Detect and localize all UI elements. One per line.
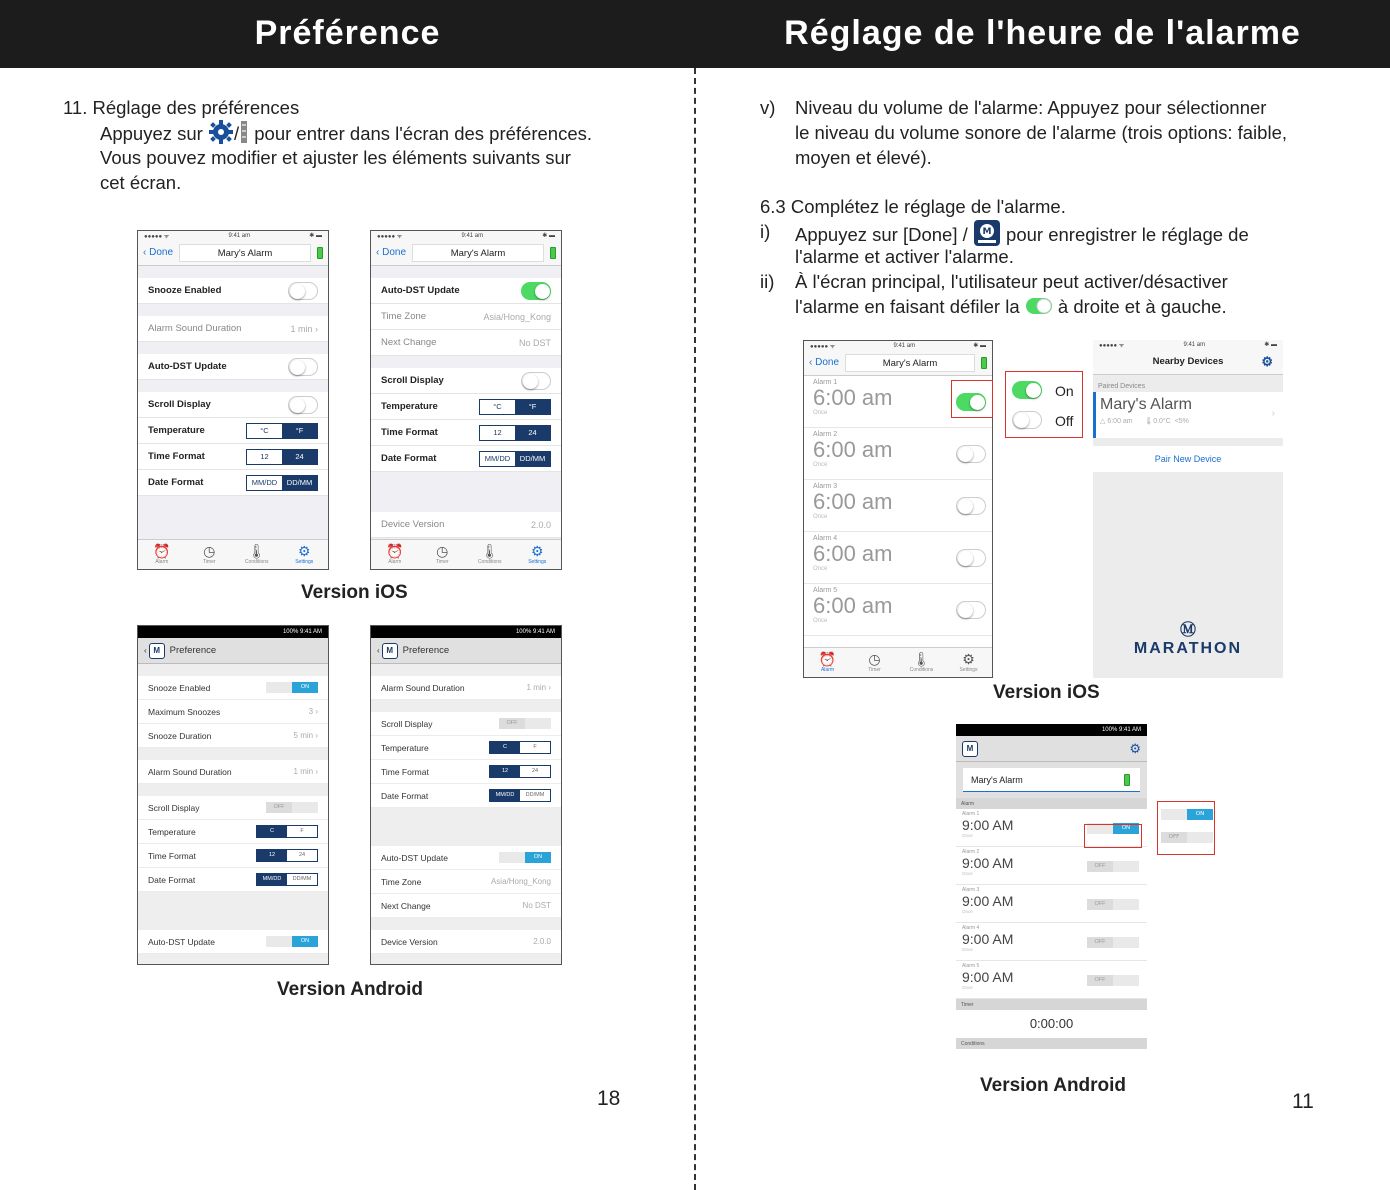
alarm-item: Alarm 4 6:00 am Once bbox=[804, 532, 992, 584]
time-format-row: Time Format 12 24 bbox=[138, 444, 328, 470]
alarm-switch[interactable]: OFF bbox=[1087, 975, 1139, 986]
maximum-snoozes-row[interactable]: Maximum Snoozes 3 › bbox=[138, 700, 328, 724]
alarm-item: Alarm 5 9:00 AM Once OFF bbox=[956, 961, 1147, 999]
tab-timer[interactable]: ◷ Timer bbox=[186, 540, 234, 569]
ios-preference-screen-2: ●●●●● ᯤ 9:41 am ✱ ▬ ‹ Done Mary's Alarm Auto-DST Update Time Zone Asia/Hong_Kong Next Change No DST Scroll Display Temperature °C °F Time Format 12 24 Date Format MM/DD DD/MM Device Version 2.0.0 ⏰ Alarm ◷ Timer 🌡 Conditions ⚙ Settings bbox=[370, 230, 562, 570]
snooze-enabled-row: Snooze Enabled ON bbox=[138, 676, 328, 700]
battery-icon bbox=[1124, 774, 1130, 786]
tab-settings[interactable]: ⚙ Settings bbox=[514, 540, 562, 569]
gear-icon: ⚙ bbox=[962, 651, 975, 667]
time-format-selector[interactable]: 12 24 bbox=[479, 425, 551, 441]
scroll-display-row: Scroll Display OFF bbox=[138, 796, 328, 820]
timer-icon: ◷ bbox=[203, 543, 216, 559]
label-v: v) bbox=[760, 97, 776, 118]
date-format-selector[interactable]: MM/DD DD/MM bbox=[489, 789, 551, 802]
auto-dst-toggle[interactable] bbox=[288, 358, 318, 376]
caption-ios-left: Version iOS bbox=[301, 582, 408, 603]
toggle-instruction-line-2: l'alarme en faisant défiler la à droite et à gauche. bbox=[795, 294, 1227, 321]
tab-alarm[interactable]: ⏰ Alarm bbox=[804, 648, 851, 677]
scroll-display-toggle[interactable] bbox=[521, 372, 551, 390]
scroll-display-row: Scroll Display OFF bbox=[371, 712, 561, 736]
gear-icon[interactable]: ⚙ bbox=[1129, 740, 1141, 756]
alarm-switch[interactable]: ON bbox=[1087, 823, 1139, 834]
ios-preference-screen-1: ●●●●● ᯤ 9:41 am ✱ ▬ ‹ Done Mary's Alarm Snooze Enabled Alarm Sound Duration 1 min › Auto-DST Update Scroll Display Temperature °C °F Time Format 12 24 Date Format MM/DD DD/MM ⏰ Alarm ◷ Timer 🌡 Conditions ⚙ Settings bbox=[137, 230, 329, 570]
date-format-row: Date Format MM/DD DD/MM bbox=[371, 446, 561, 472]
done-button[interactable]: ‹ Done bbox=[376, 247, 407, 258]
snooze-toggle[interactable] bbox=[288, 282, 318, 300]
brand-logo: Ⓜ MARATHON bbox=[1093, 617, 1283, 658]
alarm-toggle[interactable] bbox=[956, 549, 986, 567]
section-6-3: 6.3 Complétez le réglage de l'alarme. bbox=[760, 196, 1066, 217]
tab-settings[interactable]: ⚙ Settings bbox=[281, 540, 329, 569]
tab-alarm[interactable]: ⏰ Alarm bbox=[138, 540, 186, 569]
instruction-line-1: Appuyez sur / pour entrer dans l'écran des préférences. bbox=[100, 120, 592, 150]
gear-icon: ⚙ bbox=[530, 543, 544, 559]
volume-line-1: Niveau du volume de l'alarme: Appuyez pour sélectionner bbox=[795, 97, 1267, 118]
instruction-line-2: Vous pouvez modifier et ajuster les éléments suivants sur bbox=[100, 147, 571, 168]
highlight-box bbox=[951, 380, 993, 418]
label-i: i) bbox=[760, 221, 771, 242]
next-change-row: Next Change No DST bbox=[371, 330, 561, 356]
done-instruction-line-1: Appuyez sur [Done] / M pour enregistrer le réglage de bbox=[795, 219, 1249, 253]
date-format-selector[interactable]: MM/DD DD/MM bbox=[479, 451, 551, 467]
right-page-title: Réglage de l'heure de l'alarme bbox=[784, 14, 1301, 52]
time-zone-row: Time Zone Asia/Hong_Kong bbox=[371, 870, 561, 894]
date-format-row: Date Format MM/DD DD/MM bbox=[138, 470, 328, 496]
time-format-selector[interactable]: 12 24 bbox=[246, 449, 318, 465]
toggle-legend: On Off bbox=[1005, 371, 1083, 438]
alarm-sound-duration-row[interactable]: Alarm Sound Duration 1 min › bbox=[371, 676, 561, 700]
temperature-selector[interactable]: °C °F bbox=[479, 399, 551, 415]
time-zone-row: Time Zone Asia/Hong_Kong bbox=[371, 304, 561, 330]
device-version-row: Device Version 2.0.0 bbox=[371, 930, 561, 954]
time-format-selector[interactable]: 12 24 bbox=[256, 849, 318, 862]
nav-bar: Nearby Devices ⚙ bbox=[1093, 349, 1283, 375]
tab-alarm[interactable]: ⏰ Alarm bbox=[371, 540, 419, 569]
battery-icon bbox=[550, 247, 556, 259]
done-instruction-line-2: l'alarme et activer l'alarme. bbox=[795, 246, 1014, 267]
temperature-selector[interactable]: °C °F bbox=[246, 423, 318, 439]
snooze-switch[interactable]: ON bbox=[266, 682, 318, 693]
switch-on-sample: ON bbox=[1161, 809, 1213, 820]
svg-text:M: M bbox=[982, 227, 992, 237]
page-number-left: 18 bbox=[597, 1087, 621, 1110]
battery-icon bbox=[317, 247, 323, 259]
auto-dst-row: Auto-DST Update ON bbox=[371, 846, 561, 870]
volume-line-2: le niveau du volume sonore de l'alarme (trois options: faible, bbox=[795, 122, 1287, 143]
tab-settings[interactable]: ⚙ Settings bbox=[945, 648, 992, 677]
alarm-switch[interactable]: OFF bbox=[1087, 937, 1139, 948]
alarm-clock-icon: ⏰ bbox=[386, 543, 404, 559]
date-format-row: Date Format MM/DD DD/MM bbox=[138, 868, 328, 892]
snooze-enabled-row: Snooze Enabled bbox=[138, 278, 328, 304]
android-alarm-list-screen: 100% 9:41 AM M ⚙ Mary's Alarm Alarm Alarm 1 9:00 AM Once ON Alarm 2 9:00 AM Once OFF Alarm 3 9:00 AM Once OFF Alarm 4 9:00 AM Once OFF Alarm 5 9:00 AM Once OFF Timer 0:00:00 Conditions bbox=[956, 724, 1147, 1060]
timer-icon: ◷ bbox=[868, 651, 881, 667]
tab-bar bbox=[371, 539, 561, 569]
alarm-item: Alarm 3 9:00 AM Once OFF bbox=[956, 885, 1147, 923]
alarm-item: Alarm 4 9:00 AM Once OFF bbox=[956, 923, 1147, 961]
alarm-sound-duration-row[interactable]: Alarm Sound Duration 1 min › bbox=[138, 316, 328, 342]
back-arrow-icon[interactable]: ‹ bbox=[377, 646, 380, 655]
alarm-item: Alarm 3 6:00 am Once bbox=[804, 480, 992, 532]
switch-off-sample: OFF bbox=[1161, 832, 1213, 843]
volume-line-3: moyen et élevé). bbox=[795, 147, 932, 168]
marathon-logo-icon: M bbox=[962, 741, 978, 757]
battery-icon bbox=[981, 357, 987, 369]
alarm-clock-icon: ⏰ bbox=[153, 543, 171, 559]
tab-conditions[interactable]: 🌡 Conditions bbox=[466, 540, 514, 569]
chevron-right-icon: › bbox=[1271, 408, 1275, 419]
alarm-name-field[interactable]: Mary's Alarm bbox=[845, 354, 975, 372]
time-format-selector[interactable]: 12 24 bbox=[489, 765, 551, 778]
date-format-selector[interactable]: MM/DD DD/MM bbox=[256, 873, 318, 886]
instruction-line-3: cet écran. bbox=[100, 172, 182, 193]
time-format-row: Time Format 12 24 bbox=[371, 760, 561, 784]
alarm-name-field[interactable]: Mary's Alarm bbox=[179, 244, 311, 262]
temperature-row: Temperature C F bbox=[138, 820, 328, 844]
alarm-sound-duration-row[interactable]: Alarm Sound Duration 1 min › bbox=[138, 760, 328, 784]
auto-dst-switch[interactable]: ON bbox=[266, 936, 318, 947]
temperature-selector[interactable]: C F bbox=[489, 741, 551, 754]
toggle-on-sample bbox=[1012, 381, 1042, 399]
tab-bar bbox=[804, 647, 992, 677]
temperature-row: Temperature °C °F bbox=[371, 394, 561, 420]
temperature-row: Temperature °C °F bbox=[138, 418, 328, 444]
tab-conditions[interactable]: 🌡 Conditions bbox=[233, 540, 281, 569]
gear-icon[interactable]: ⚙ bbox=[1261, 354, 1273, 369]
done-button[interactable]: ‹ Done bbox=[143, 247, 174, 258]
alarm-name-field[interactable]: Mary's Alarm bbox=[412, 244, 544, 262]
alarm-toggle[interactable] bbox=[956, 497, 986, 515]
time-format-row: Time Format 12 24 bbox=[371, 420, 561, 446]
alarm-switch[interactable]: OFF bbox=[1087, 899, 1139, 910]
auto-dst-row: Auto-DST Update bbox=[138, 354, 328, 380]
page-divider bbox=[694, 68, 696, 1190]
pair-new-device-button[interactable]: Pair New Device bbox=[1093, 446, 1283, 472]
label-ii: ii) bbox=[760, 271, 775, 292]
auto-dst-toggle[interactable] bbox=[521, 282, 551, 300]
alarm-item: Alarm 2 9:00 AM Once OFF bbox=[956, 847, 1147, 885]
thermometer-icon: 🌡 bbox=[480, 543, 499, 559]
scroll-display-row: Scroll Display bbox=[138, 392, 328, 418]
alarm-item: Alarm 1 6:00 am Once bbox=[804, 376, 992, 428]
alarm-item: Alarm 5 6:00 am Once bbox=[804, 584, 992, 636]
switch-legend bbox=[1157, 801, 1215, 855]
auto-dst-row: Auto-DST Update ON bbox=[138, 930, 328, 954]
bell-icon: △ bbox=[1100, 418, 1106, 425]
ios-alarm-list-screen: ●●●●● ᯤ 9:41 am ✱ ▬ ‹ Done Mary's Alarm Alarm 1 6:00 am Once Alarm 2 6:00 am Once Alarm 3 6:00 am Once Alarm 4 6:00 am Once Alarm 5 6:00 am Once ⏰ Alarm ◷ Timer 🌡 Conditions ⚙ Settings bbox=[803, 340, 993, 678]
page-number-right: 11 bbox=[1292, 1090, 1314, 1113]
thermometer-icon: 🌡 bbox=[912, 651, 931, 667]
timer-display: 0:00:00 bbox=[1029, 1016, 1074, 1031]
caption-ios-right: Version iOS bbox=[993, 682, 1100, 703]
left-page-title: Préférence bbox=[254, 14, 441, 52]
temperature-selector[interactable]: C F bbox=[256, 825, 318, 838]
timer-icon: ◷ bbox=[436, 543, 449, 559]
toggle-instruction-line-1: À l'écran principal, l'utilisateur peut activer/désactiver bbox=[795, 271, 1228, 292]
temperature-row: Temperature C F bbox=[371, 736, 561, 760]
scroll-display-toggle[interactable] bbox=[288, 396, 318, 414]
auto-dst-row: Auto-DST Update bbox=[371, 278, 561, 304]
highlight-box bbox=[1084, 824, 1142, 848]
tab-timer[interactable]: ◷ Timer bbox=[419, 540, 467, 569]
marathon-logo-icon: M bbox=[382, 643, 398, 659]
scroll-display-switch[interactable]: OFF bbox=[266, 802, 318, 813]
time-format-row: Time Format 12 24 bbox=[138, 844, 328, 868]
alarm-item: Alarm 1 9:00 AM Once ON bbox=[956, 809, 1147, 847]
caption-android-right: Version Android bbox=[980, 1075, 1127, 1096]
tab-bar bbox=[138, 539, 328, 569]
auto-dst-switch[interactable]: ON bbox=[499, 852, 551, 863]
toggle-off-sample bbox=[1012, 411, 1042, 429]
done-button[interactable]: ‹ Done bbox=[809, 357, 840, 368]
marathon-logo-icon: M bbox=[149, 643, 165, 659]
date-format-row: Date Format MM/DD DD/MM bbox=[371, 784, 561, 808]
alarm-toggle[interactable] bbox=[956, 445, 986, 463]
back-arrow-icon[interactable]: ‹ bbox=[144, 646, 147, 655]
alarm-toggle[interactable] bbox=[956, 601, 986, 619]
alarm-name-field[interactable]: Mary's Alarm bbox=[963, 768, 1140, 792]
device-version-row: Device Version 2.0.0 bbox=[371, 512, 561, 538]
caption-android-left: Version Android bbox=[277, 979, 424, 1000]
gear-icon: ⚙ bbox=[297, 543, 311, 559]
android-preference-screen-2: 100% 9:41 AM ‹ M Preference Alarm Sound Duration 1 min › Scroll Display OFF Temperature C F Time Format 12 24 Date Format MM/DD DD/MM Auto-DST Update ON Time Zone Asia/Hong_Kong Next Change No DST Device Version 2.0.0 bbox=[370, 625, 562, 965]
alarm-switch[interactable]: OFF bbox=[1087, 861, 1139, 872]
snooze-duration-row[interactable]: Snooze Duration 5 min › bbox=[138, 724, 328, 748]
scroll-display-switch[interactable]: OFF bbox=[499, 718, 551, 729]
alarm-item: Alarm 2 6:00 am Once bbox=[804, 428, 992, 480]
toggle-icon bbox=[1025, 296, 1053, 321]
device-row[interactable]: Mary's Alarm △ 6:00 am 🌡0.0°C <5% › bbox=[1093, 392, 1283, 438]
tab-conditions[interactable]: 🌡 Conditions bbox=[898, 648, 945, 677]
alarm-clock-icon: ⏰ bbox=[818, 651, 837, 667]
header-bar bbox=[0, 0, 1390, 68]
next-change-row: Next Change No DST bbox=[371, 894, 561, 918]
thermometer-icon: 🌡 bbox=[247, 543, 266, 559]
step-heading: 11. Réglage des préférences bbox=[63, 97, 300, 118]
date-format-selector[interactable]: MM/DD DD/MM bbox=[246, 475, 318, 491]
thermometer-icon: 🌡 bbox=[1144, 418, 1154, 425]
scroll-display-row: Scroll Display bbox=[371, 368, 561, 394]
nearby-devices-screen: ●●●●● ᯤ 9:41 am ✱ ▬ Nearby Devices ⚙ Paired Devices Mary's Alarm △ 6:00 am 🌡0.0°C <5% › Pair New Device Ⓜ MARATHON bbox=[1093, 340, 1283, 678]
tab-timer[interactable]: ◷ Timer bbox=[851, 648, 898, 677]
android-preference-screen-1: 100% 9:41 AM ‹ M Preference Snooze Enabled ON Maximum Snoozes 3 › Snooze Duration 5 min › Alarm Sound Duration 1 min › Scroll Display OFF Temperature C F Time Format 12 24 Date Format MM/DD DD/MM Auto-DST Update ON bbox=[137, 625, 329, 965]
marathon-emblem-icon: Ⓜ bbox=[1179, 622, 1196, 639]
